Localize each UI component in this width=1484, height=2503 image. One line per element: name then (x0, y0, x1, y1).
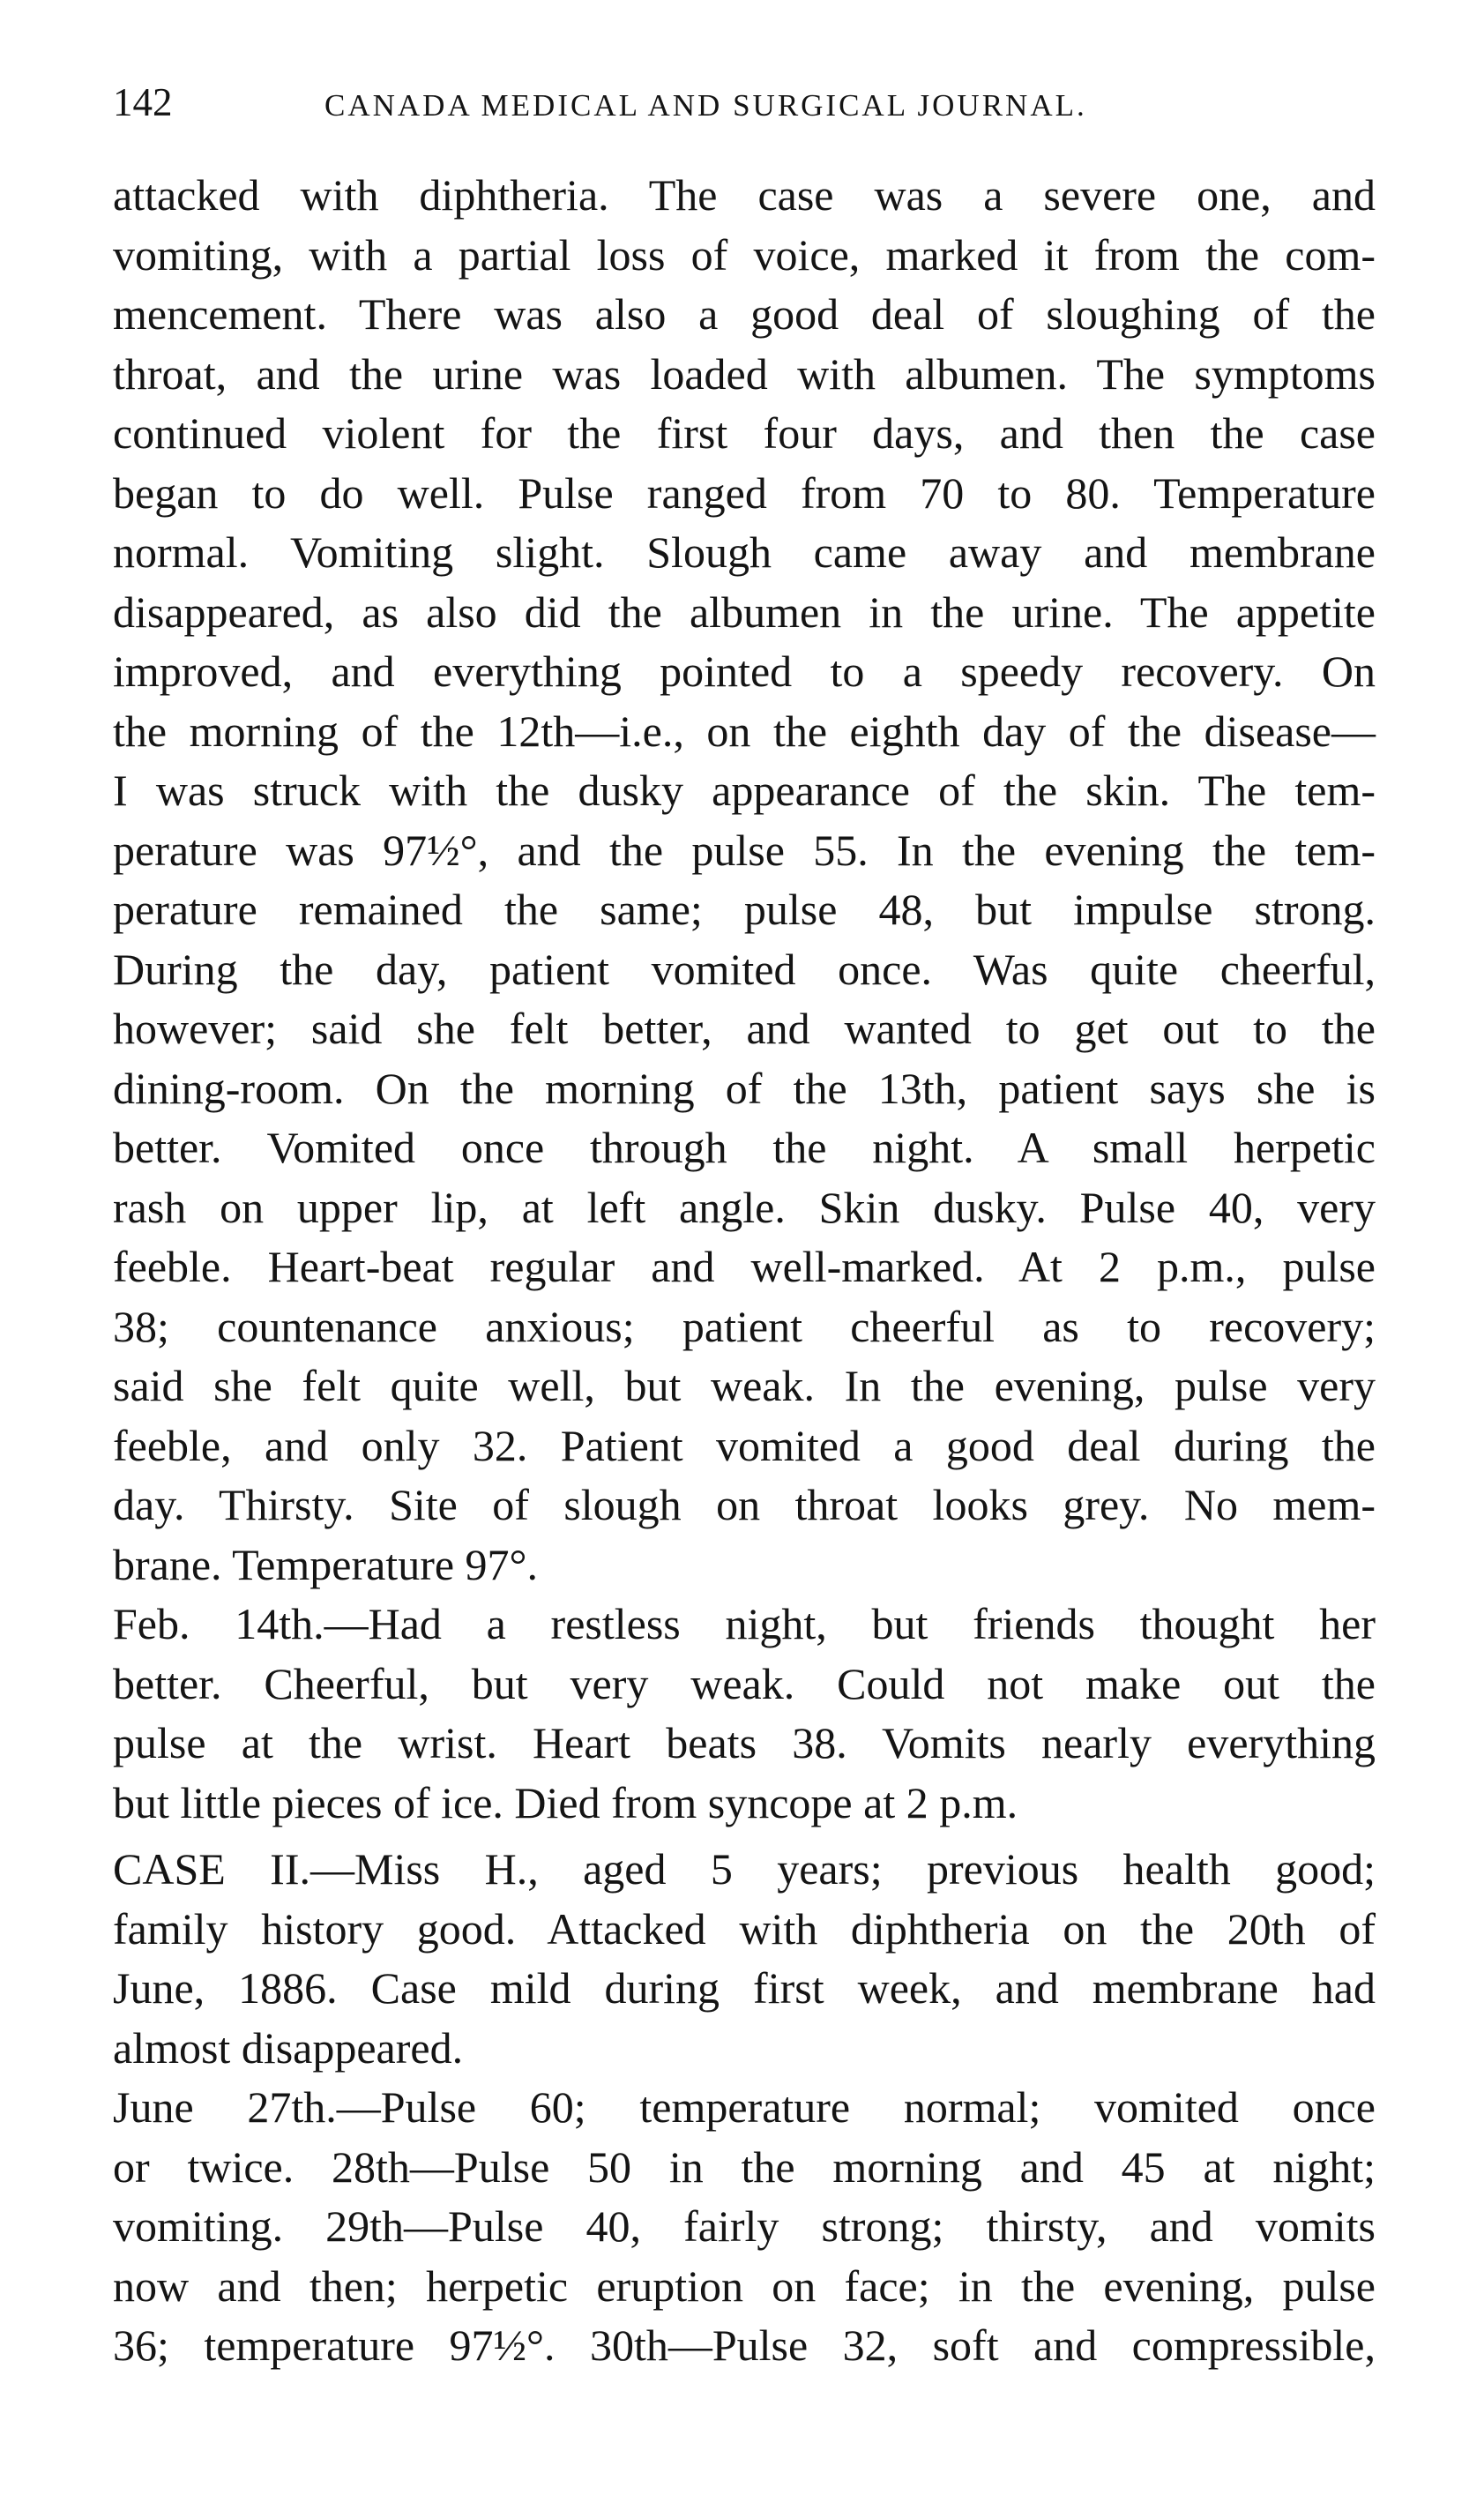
text-line: vomiting, with a partial loss of voice, marked it from the com- (113, 229, 1376, 280)
text-line: or twice. 28th—Pulse 50 in the morning and 45 at night; (113, 2141, 1376, 2192)
text-line: throat, and the urine was loaded with albumen. The symptoms (113, 348, 1376, 399)
text-line: rash on upper lip, at left angle. Skin dusky. Pulse 40, very (113, 1182, 1376, 1232)
text-line: June, 1886. Case mild during first week, and membrane had (113, 1963, 1376, 2013)
text-line: continued violent for the first four days, and then the case (113, 408, 1376, 458)
text-line: disappeared, as also did the albumen in the urine. The appetite (113, 587, 1376, 637)
text-line: During the day, patient vomited once. Was quite cheerful, (113, 944, 1376, 994)
text-line: Feb. 14th.—Had a restless night, but friends thought her (113, 1599, 1376, 1648)
running-head (113, 79, 1376, 132)
text-line: the morning of the 12th—i.e., on the eighth day of the disease— (113, 706, 1376, 756)
text-line: but little pieces of ice. Died from syncope at 2 p.m. (113, 1777, 1018, 1827)
text-line: brane. Temperature 97°. (113, 1539, 539, 1589)
text-line: mencement. There was also a good deal of sloughing of the (113, 289, 1376, 339)
text-line: perature remained the same; pulse 48, but impulse strong. (113, 885, 1376, 934)
text-line: family history good. Attacked with diphtheria on the 20th of (113, 1903, 1376, 1954)
paragraph-gap (113, 1833, 1376, 1840)
text-line: said she felt quite well, but weak. In the evening, pulse very (113, 1361, 1376, 1410)
text-line: now and then; herpetic eruption on face; in the evening, pulse (113, 2260, 1376, 2311)
text-line: feeble. Heart-beat regular and well-marked. At 2 p.m., pulse (113, 1242, 1376, 1291)
text-line: I was struck with the dusky appearance of the skin. The tem- (113, 766, 1376, 815)
journal-page (113, 79, 1376, 2376)
text-line: attacked with diphtheria. The case was a severe one, and (113, 170, 1376, 220)
text-line: almost disappeared. (113, 2022, 464, 2073)
text-line: began to do well. Pulse ranged from 70 to 80. Temperature (113, 467, 1376, 518)
journal-title: CANADA MEDICAL AND SURGICAL JOURNAL. (324, 88, 1087, 123)
text-line: 38; countenance anxious; patient cheerful as to recovery; (113, 1301, 1376, 1351)
text-line: day. Thirsty. Site of slough on throat looks grey. No mem- (113, 1480, 1376, 1529)
text-line: perature was 97½°, and the pulse 55. In the evening the tem- (113, 825, 1376, 875)
text-line: better. Vomited once through the night. A small herpetic (113, 1123, 1376, 1172)
text-line: June 27th.—Pulse 60; temperature normal; vomited once (113, 2082, 1376, 2132)
text-line: CASE II.—Miss H., aged 5 years; previous health good; (113, 1844, 1376, 1894)
paragraph-june-27th (113, 2078, 1376, 2376)
text-line: dining-room. On the morning of the 13th, patient says she is (113, 1063, 1376, 1113)
text-line: however; said she felt better, and wanted to get out to the (113, 1004, 1376, 1053)
text-line: feeble, and only 32. Patient vomited a good deal during the (113, 1420, 1376, 1470)
text-line: better. Cheerful, but very weak. Could not make out the (113, 1658, 1376, 1708)
paragraph-case-two (113, 1840, 1376, 2078)
text-line: vomiting. 29th—Pulse 40, fairly strong; thirsty, and vomits (113, 2201, 1376, 2251)
paragraph-case-one-continued (113, 166, 1376, 1595)
paragraph-feb-14th (113, 1595, 1376, 1833)
text-line: improved, and everything pointed to a speedy recovery. On (113, 646, 1376, 696)
body-text (113, 166, 1376, 2376)
page-number: 142 (113, 80, 173, 124)
text-line: normal. Vomiting slight. Slough came away and membrane (113, 527, 1376, 577)
text-line: 36; temperature 97½°. 30th—Pulse 32, soft and compressible, (113, 2320, 1376, 2370)
text-line: pulse at the wrist. Heart beats 38. Vomits nearly everything (113, 1718, 1376, 1767)
